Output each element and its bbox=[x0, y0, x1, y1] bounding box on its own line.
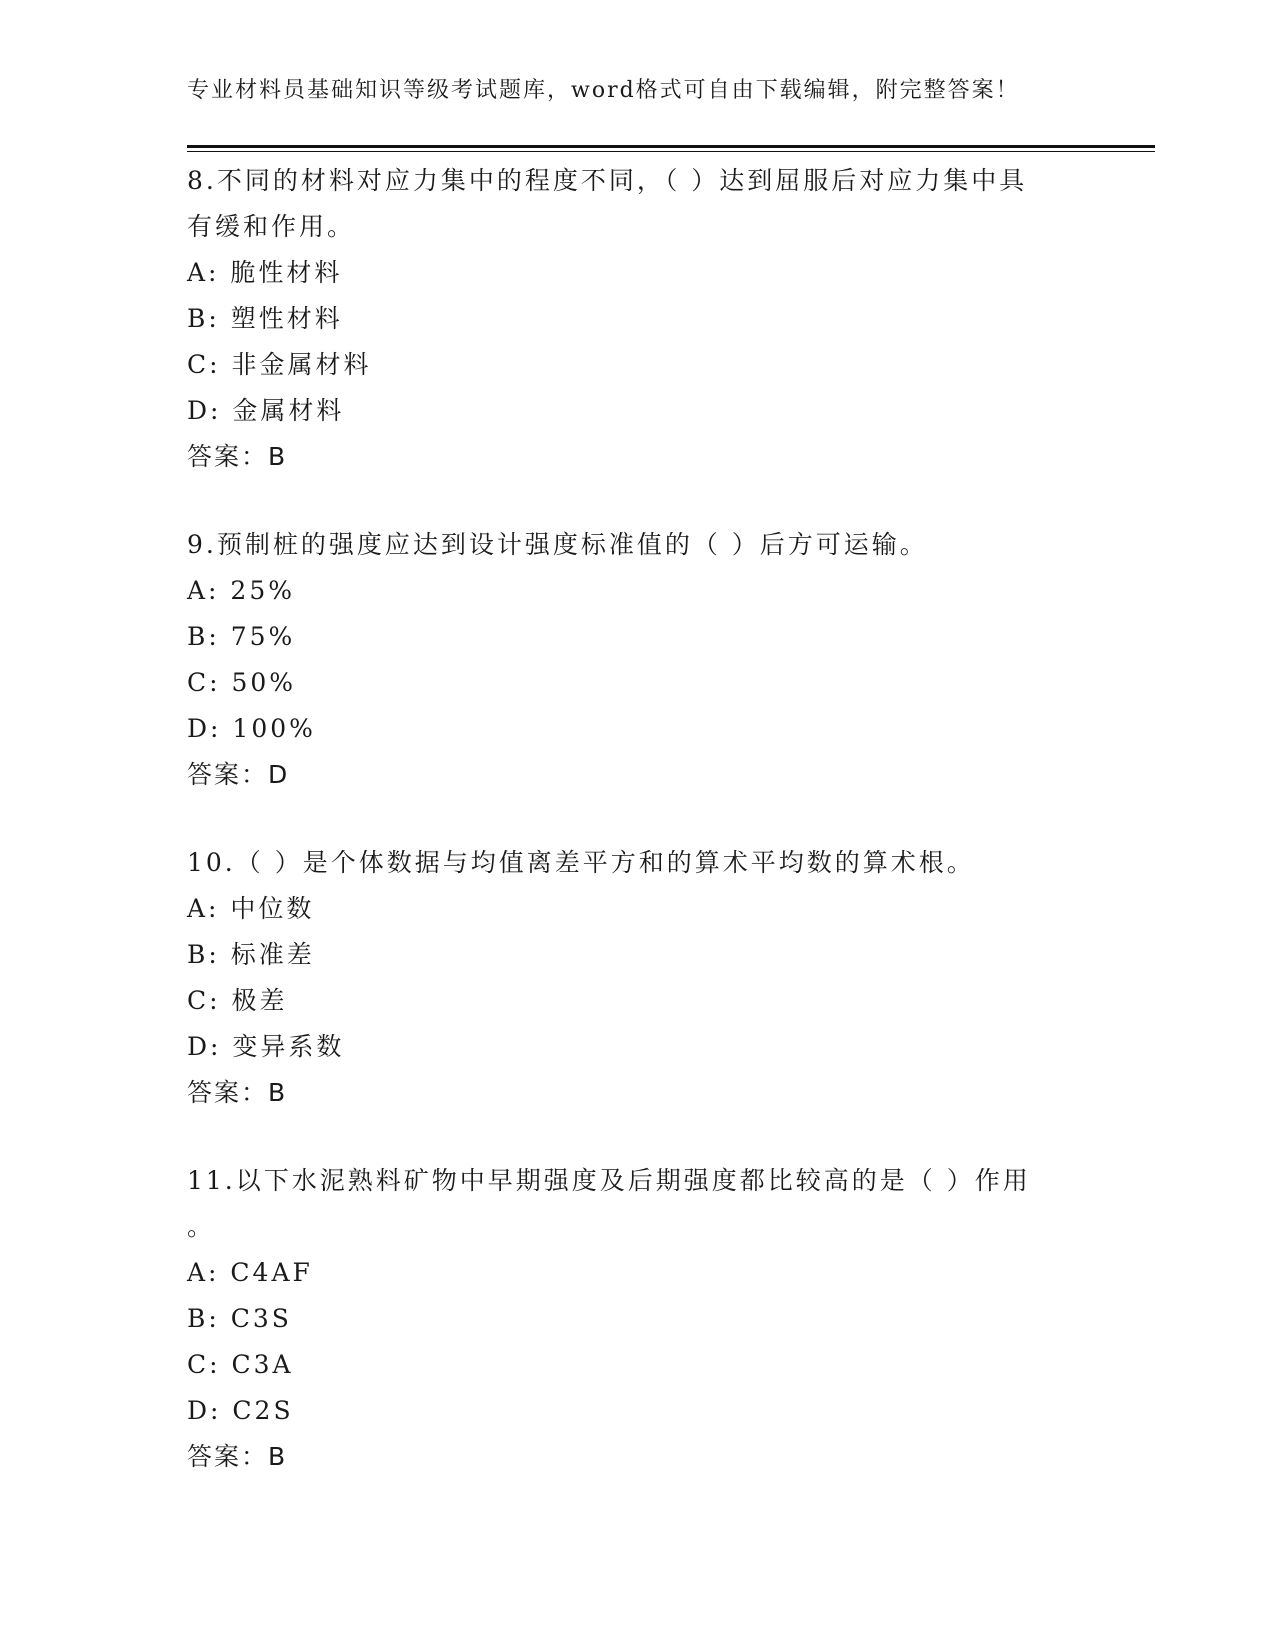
option-c: C: C3A bbox=[187, 1350, 294, 1379]
option-a: A: 中位数 bbox=[187, 894, 315, 923]
question-11 bbox=[187, 1158, 1087, 1480]
answer-label: 答案：B bbox=[187, 442, 288, 471]
header-divider-thick bbox=[187, 145, 1155, 148]
question-stem: 9.预制桩的强度应达到设计强度标准值的（ ）后方可运输。 bbox=[187, 530, 928, 559]
option-b: B: C3S bbox=[187, 1304, 292, 1333]
option-a: A: C4AF bbox=[187, 1258, 313, 1287]
option-b: B: 75% bbox=[187, 622, 296, 651]
option-d: D: 100% bbox=[187, 714, 316, 743]
option-b: B: 塑性材料 bbox=[187, 304, 343, 333]
question-9 bbox=[187, 522, 1087, 798]
header-divider-thin bbox=[187, 151, 1155, 152]
answer-label: 答案：D bbox=[187, 760, 290, 789]
answer-label: 答案：B bbox=[187, 1442, 288, 1471]
option-c: C: 极差 bbox=[187, 986, 288, 1015]
option-d: D: C2S bbox=[187, 1396, 294, 1425]
option-c: C: 50% bbox=[187, 668, 297, 697]
question-stem: 8.不同的材料对应力集中的程度不同，（ ）达到屈服后对应力集中具 有缓和作用。 bbox=[187, 166, 1028, 241]
question-stem: 10.（ ）是个体数据与均值离差平方和的算术平均数的算术根。 bbox=[187, 848, 975, 877]
option-c: C: 非金属材料 bbox=[187, 350, 372, 379]
option-d: D: 变异系数 bbox=[187, 1032, 345, 1061]
option-d: D: 金属材料 bbox=[187, 396, 345, 425]
page-header: 专业材料员基础知识等级考试题库，word格式可自由下载编辑，附完整答案！ bbox=[187, 78, 1020, 103]
option-a: A: 脆性材料 bbox=[187, 258, 343, 287]
question-stem: 11.以下水泥熟料矿物中早期强度及后期强度都比较高的是（ ）作用 。 bbox=[187, 1166, 1031, 1241]
answer-label: 答案：B bbox=[187, 1078, 288, 1107]
question-10 bbox=[187, 840, 1087, 1116]
option-a: A: 25% bbox=[187, 576, 295, 605]
question-8 bbox=[187, 158, 1087, 480]
option-b: B: 标准差 bbox=[187, 940, 315, 969]
question-list bbox=[187, 158, 1087, 1522]
